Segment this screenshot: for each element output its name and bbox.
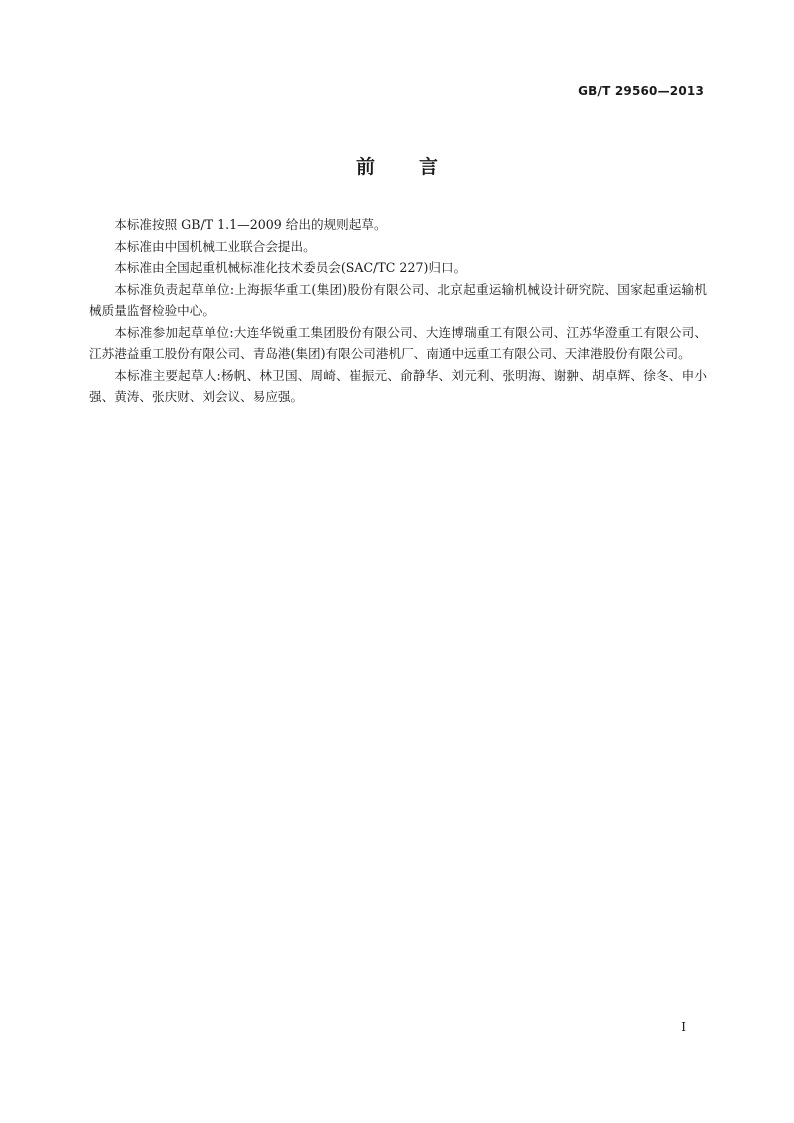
- paragraph-responsible-drafters: 本标准负责起草单位:上海振华重工(集团)股份有限公司、北京起重运输机械设计研究院、国家起重运输机械质量监督检验中心。: [89, 281, 707, 318]
- document-body: [89, 214, 707, 408]
- page-title: 前言: [355, 156, 482, 178]
- page-number: I: [681, 1020, 686, 1034]
- paragraph-proposer: 本标准由中国机械工业联合会提出。: [114, 238, 316, 254]
- paragraph-technical-committee: 本标准由全国起重机械标准化技术委员会(SAC/TC 227)归口。: [114, 260, 467, 275]
- paragraph-main-drafters: 本标准主要起草人:杨帆、林卫国、周崎、崔振元、俞静华、刘元利、张明海、谢翀、胡卓辉、徐冬、申小强、黄涛、张庆财、刘会议、易应强。: [89, 367, 707, 404]
- paragraph-participating-drafters: 本标准参加起草单位:大连华锐重工集团股份有限公司、大连博瑞重工有限公司、江苏华澄重工有限公司、江苏港益重工股份有限公司、青岛港(集团)有限公司港机厂、南通中远重工有限公司、天津港股份有限公司。: [89, 324, 707, 361]
- paragraph-drafting-rules: 本标准按照 GB/T 1.1—2009 给出的规则起草。: [114, 217, 387, 232]
- standard-number: GB/T 29560—2013: [578, 84, 704, 98]
